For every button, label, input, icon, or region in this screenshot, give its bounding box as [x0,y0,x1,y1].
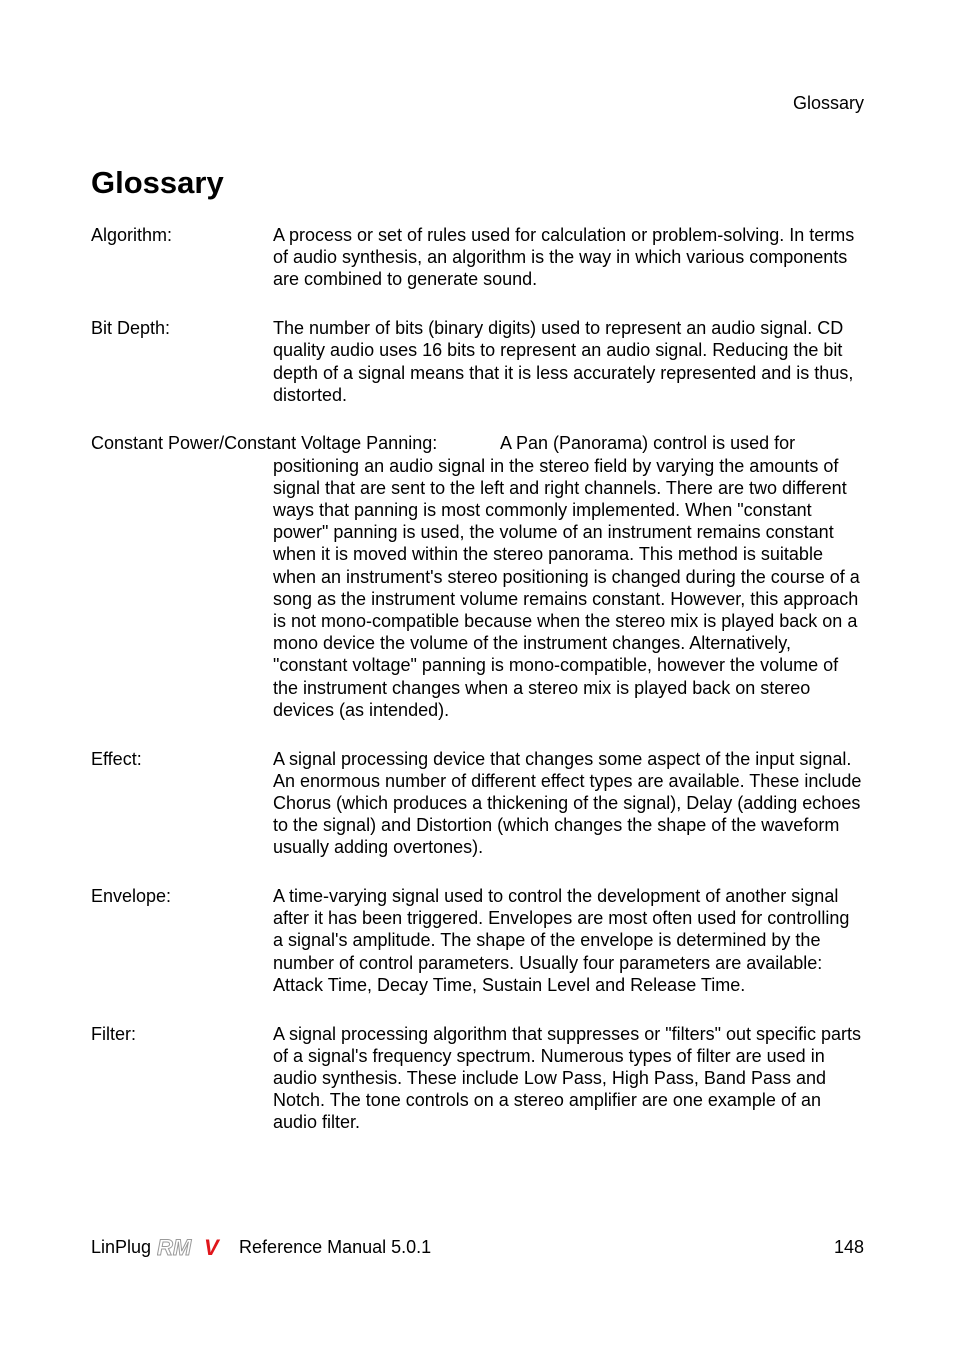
svg-text:V: V [204,1236,219,1258]
glossary-term: Effect: [91,748,142,769]
glossary-definition: The number of bits (binary digits) used to represent an audio signal. CD quality audio uses 16 bits to represent an audio signal. Reducing the bit depth of a signal means that it is less accurately represented and is thus, distorted. [273,318,854,405]
page-number: 148 [833,1237,864,1257]
glossary-definition: A process or set of rules used for calculation or problem-solving. In terms of audio synthesis, an algorithm is the way in which various components are combined to generate sound. [273,225,855,290]
glossary-entry [91,317,864,406]
running-header: Glossary [792,93,864,113]
svg-text:RM: RM [157,1236,192,1258]
glossary-term: Constant Power/Constant Voltage Panning: [91,433,438,454]
glossary-definition: A time-varying signal used to control the development of another signal after it has been triggered. Envelopes are most often used for controlling a signal's amplitude. The shape of the envelope is determined by the number of control parameters. Usually four parameters are available: Attack Time, Decay Time, Sustain Level and Release Time. [273,886,850,995]
glossary-term: Envelope: [91,886,172,907]
glossary-definition: A signal processing algorithm that suppresses or "filters" out specific parts of a signal's frequency spectrum. Numerous types of filter are used in audio synthesis. These include Low Pass, High Pass, Band Pass and Notch. The tone controls on a stereo amplifier are one example of an audio filter. [273,1023,862,1133]
glossary-definition: positioning an audio signal in the stereo field by varying the amounts of signal that are sent to the left and right channels. There are two different ways that panning is most commonly implemented. When "constant power" panning is used, the volume of an instrument remains constant when it is moved within the stereo panorama. This method is suitable when an instrument's stereo positioning is changed during the course of a song as the instrument volume remains constant. However, this approach is not mono-compatible because when the stereo mix is played back on a mono device the volume of the instrument changes. Alternatively, "constant voltage" panning is mono-compatible, however the volume of the instrument changes when a stereo mix is played back on stereo devices (as intended). [273,455,860,720]
page-title: Glossary [91,165,224,200]
glossary-entry [91,885,864,996]
glossary-entry [91,224,864,291]
glossary-entry [91,1023,864,1134]
page-footer [91,1236,864,1258]
glossary-definition-lead: A Pan (Panorama) control is used for [500,433,796,454]
glossary-entry [91,748,864,859]
glossary-term: Algorithm: [91,225,173,245]
rmv-logo [157,1236,233,1258]
glossary-definition: A signal processing device that changes some aspect of the input signal. An enormous number of different effect types are available. These include Chorus (which produces a thickening of the signal), Delay (adding echoes to the signal) and Distortion (which changes the shape of the waveform usually adding overtones). [273,748,862,858]
glossary-term: Filter: [91,1023,136,1044]
glossary-list [91,224,864,1160]
glossary-term: Bit Depth: [91,318,171,339]
glossary-entry [91,432,864,721]
footer-manual-title: Reference Manual 5.0.1 [239,1237,432,1257]
footer-brand: LinPlug [91,1237,152,1257]
